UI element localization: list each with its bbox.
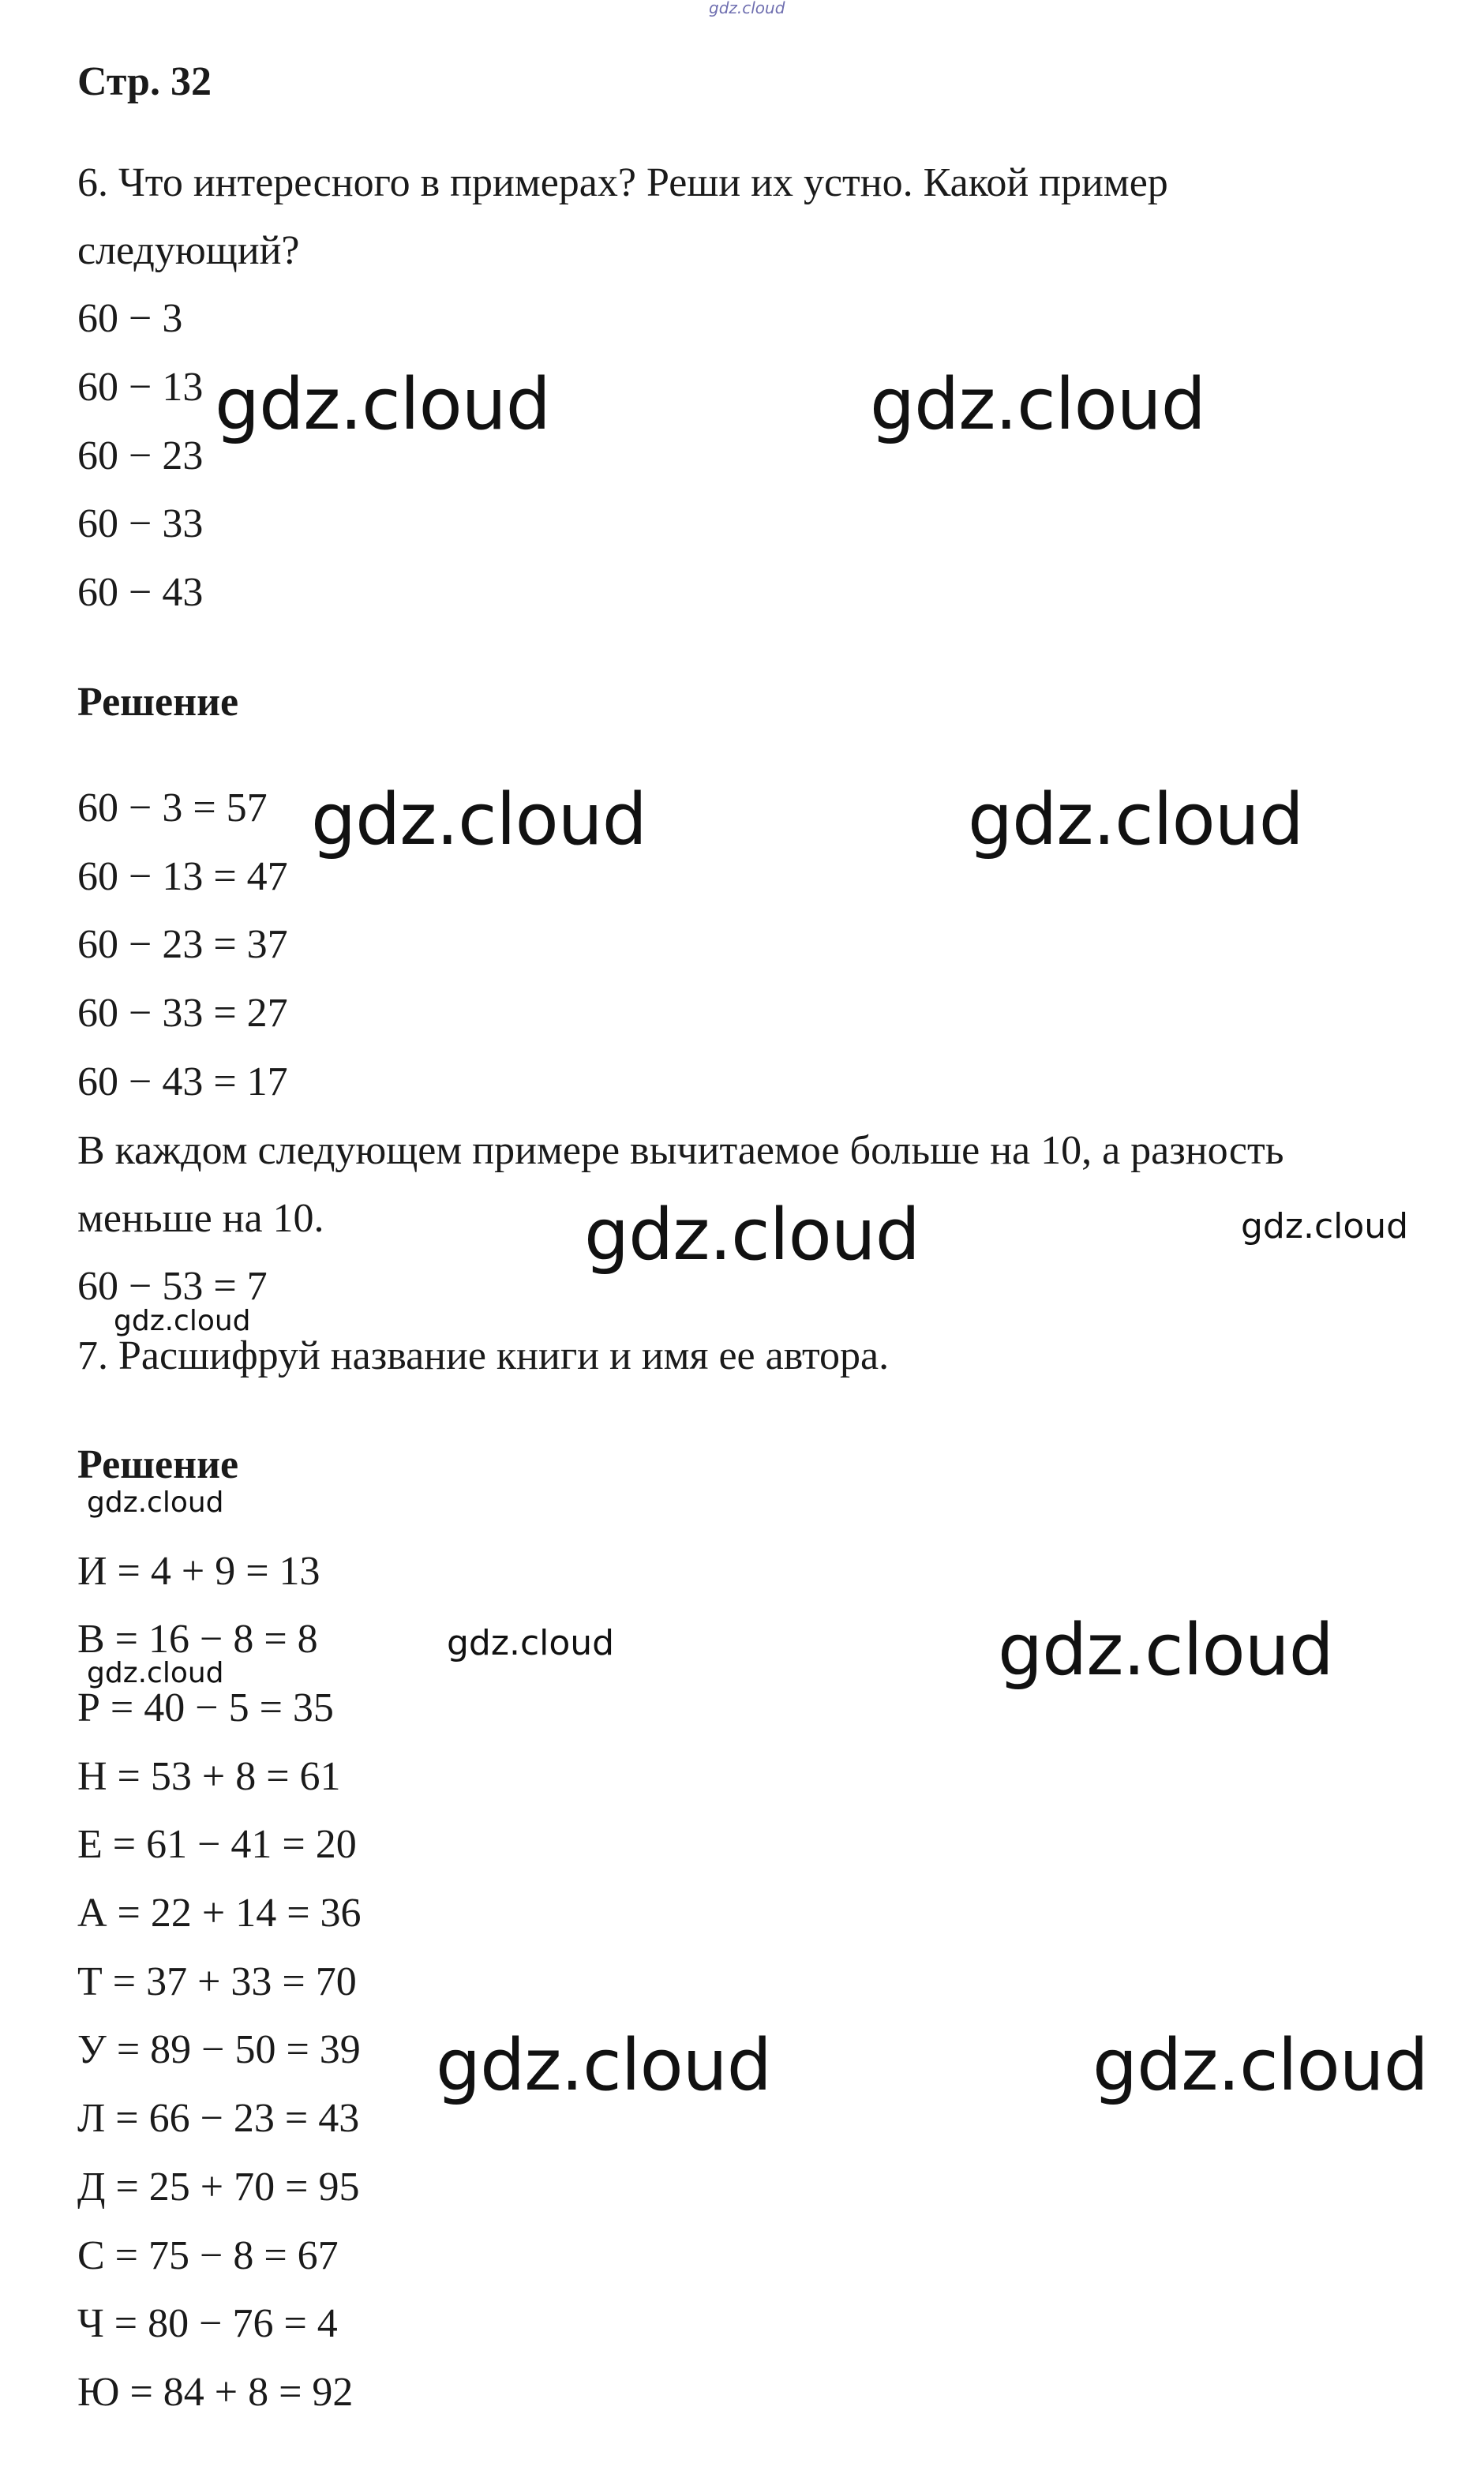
- task7-item: Н = 53 + 8 = 61: [77, 1754, 341, 1799]
- watermark: gdz.cloud: [447, 1623, 615, 1663]
- task6-solution: 60 − 33 = 27: [77, 991, 288, 1036]
- task6-example: 60 − 13: [77, 365, 204, 410]
- watermark: gdz.cloud: [584, 1194, 920, 1276]
- watermark: gdz.cloud: [436, 2024, 771, 2107]
- task7-solution-heading: Решение: [77, 1442, 239, 1487]
- watermark: gdz.cloud: [998, 1609, 1333, 1692]
- page-title: Стр. 32: [77, 59, 212, 104]
- task7-question: 7. Расшифруй название книги и имя ее автора.: [77, 1333, 890, 1378]
- task7-item: Д = 25 + 70 = 95: [77, 2165, 360, 2210]
- task6-example: 60 − 33: [77, 501, 204, 546]
- task7-item: Е = 61 − 41 = 20: [77, 1822, 357, 1867]
- watermark: gdz.cloud: [87, 1657, 224, 1689]
- task6-question-line-1: 6. Что интересного в примерах? Реши их устно. Какой пример: [77, 160, 1168, 205]
- task6-solution: 60 − 43 = 17: [77, 1059, 288, 1104]
- task7-item: А = 22 + 14 = 36: [77, 1891, 362, 1936]
- task7-item: Л = 66 − 23 = 43: [77, 2096, 360, 2141]
- task7-item: Т = 37 + 33 = 70: [77, 1959, 357, 2004]
- task6-explanation-line-2: меньше на 10.: [77, 1196, 324, 1241]
- task7-item: И = 4 + 9 = 13: [77, 1549, 320, 1594]
- task6-question-line-2: следующий?: [77, 228, 300, 273]
- watermark: gdz.cloud: [968, 778, 1303, 861]
- watermark: gdz.cloud: [87, 1486, 224, 1519]
- task6-solution: 60 − 23 = 37: [77, 922, 288, 967]
- task7-item: Р = 40 − 5 = 35: [77, 1685, 334, 1730]
- watermark: gdz.cloud: [1241, 1206, 1409, 1246]
- task7-item: У = 89 − 50 = 39: [77, 2027, 361, 2072]
- watermark: gdz.cloud: [311, 778, 646, 861]
- task6-example: 60 − 3: [77, 296, 183, 341]
- watermark: gdz.cloud: [1092, 2024, 1428, 2107]
- watermark: gdz.cloud: [870, 363, 1205, 446]
- watermark: gdz.cloud: [215, 363, 550, 446]
- task6-solution: 60 − 3 = 57: [77, 785, 268, 830]
- task6-explanation-line-1: В каждом следующем примере вычитаемое больше на 10, а разность: [77, 1128, 1284, 1173]
- task6-solution: 60 − 13 = 47: [77, 854, 288, 899]
- task6-solution-heading: Решение: [77, 680, 239, 725]
- task7-item: Ч = 80 − 76 = 4: [77, 2301, 338, 2346]
- watermark: gdz.cloud: [114, 1305, 251, 1337]
- task7-item: Ю = 84 + 8 = 92: [77, 2370, 354, 2415]
- task7-item: В = 16 − 8 = 8: [77, 1617, 318, 1662]
- task7-item: С = 75 − 8 = 67: [77, 2233, 339, 2278]
- task6-next-example: 60 − 53 = 7: [77, 1264, 268, 1309]
- task6-example: 60 − 43: [77, 570, 204, 615]
- watermark-top: gdz.cloud: [709, 0, 785, 17]
- task6-example: 60 − 23: [77, 433, 204, 478]
